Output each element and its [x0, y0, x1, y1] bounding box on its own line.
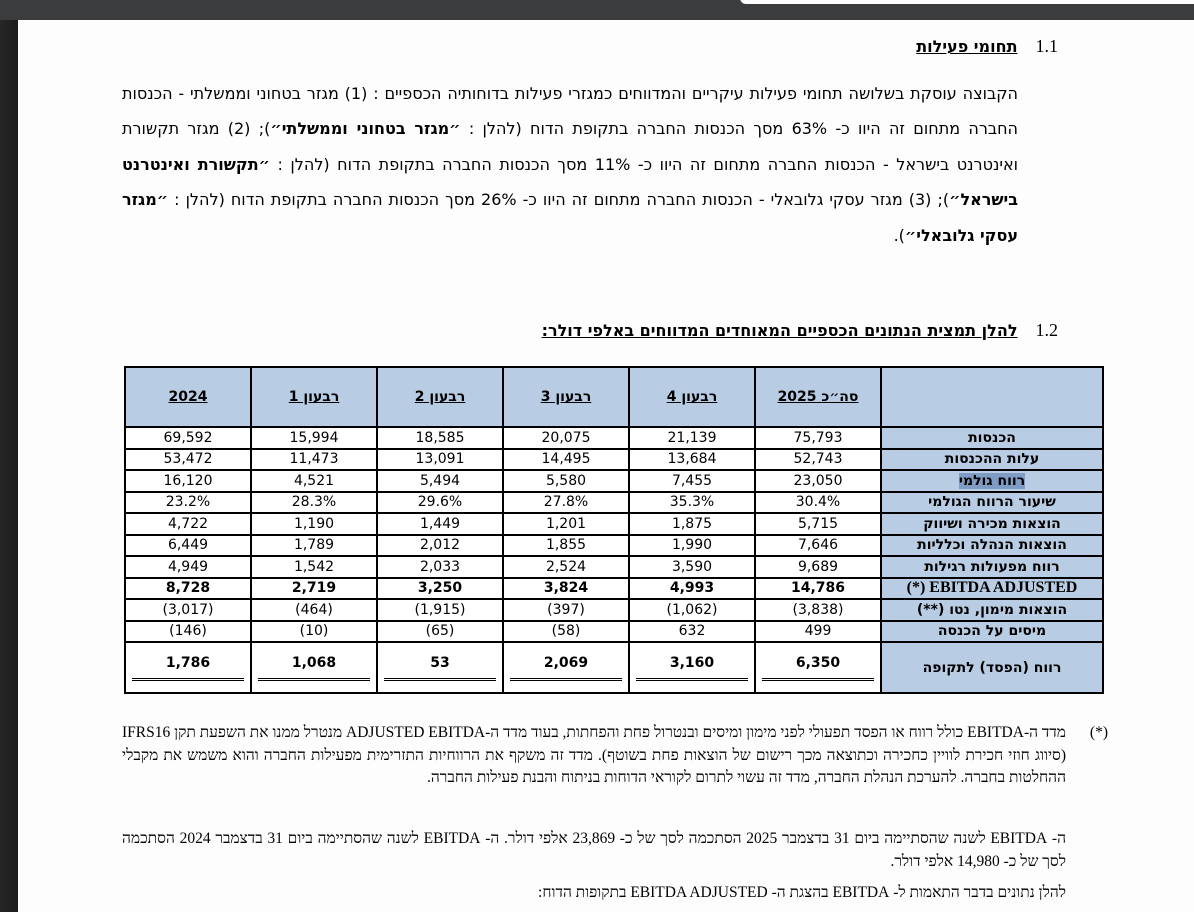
table-cell [251, 427, 377, 449]
table-cell [377, 449, 503, 471]
cell-value: 52,743 [793, 451, 843, 468]
cell-value: 11,473 [289, 451, 339, 468]
cell-value: 75,793 [793, 429, 843, 446]
table-header-corner [881, 367, 1103, 427]
row-label-text: רווח גולמי [958, 472, 1026, 489]
financial-summary-table [124, 366, 1104, 694]
paragraph-bold-term: ״מגזר עסקי גלובאלי״ [122, 190, 1018, 245]
paragraph-text: ). [893, 225, 905, 245]
row-label [881, 599, 1103, 621]
table-cell [503, 642, 629, 693]
table-cell [629, 470, 755, 492]
cell-value: 53 [430, 655, 450, 671]
double-underline [384, 678, 496, 681]
table-cell [755, 513, 881, 535]
document-page [18, 20, 1194, 912]
table-cell [125, 621, 251, 643]
table-cell [377, 578, 503, 600]
toolbar-tab [740, 0, 1194, 4]
cell-value: (58) [551, 623, 581, 640]
activity-paragraph [122, 76, 1018, 253]
cell-value: 5,494 [419, 472, 461, 489]
cell-value: 69,592 [163, 429, 213, 446]
cell-value: 23.2% [165, 494, 211, 511]
row-label [881, 621, 1103, 643]
cell-value: (1,062) [666, 601, 718, 618]
cell-value: 4,521 [293, 472, 335, 489]
table-cell [125, 513, 251, 535]
table-cell [629, 642, 755, 693]
double-underline [510, 678, 622, 681]
section-number: 1.2 [1035, 320, 1058, 340]
row-label [881, 642, 1103, 693]
table-cell [629, 535, 755, 557]
table-cell [755, 578, 881, 600]
table-row [125, 621, 1103, 643]
table-cell [377, 642, 503, 693]
table-cell [377, 470, 503, 492]
cell-value: 8,728 [165, 580, 211, 597]
table-cell [125, 427, 251, 449]
table-header-q4: רבעון 4 [629, 367, 755, 427]
cell-value: 14,786 [790, 580, 846, 597]
cell-value: 3,250 [417, 580, 463, 597]
cell-value: 1,542 [293, 558, 335, 575]
cell-value: 3,160 [669, 655, 715, 671]
table-cell [377, 535, 503, 557]
cell-value: 35.3% [669, 494, 715, 511]
footnote-ebitda-totals [122, 828, 1102, 873]
footnote-ebitda-definition [122, 722, 1108, 790]
table-cell [629, 556, 755, 578]
table-cell [503, 599, 629, 621]
table-row [125, 492, 1103, 514]
cell-value: (464) [295, 601, 333, 618]
table-cell [503, 513, 629, 535]
cell-value: 27.8% [543, 494, 589, 511]
table-row [125, 513, 1103, 535]
row-label-text: רווח מפעולות רגילות [924, 558, 1060, 575]
table-cell [125, 642, 251, 693]
section-heading-1-1 [916, 36, 1058, 57]
paragraph-text: ); (3) מגזר עסקי גלובאלי - הכנסות החברה מתחום זה היוו כ- 26% מסך הכנסות החברה בתקופת הדוח (להלן : [168, 190, 950, 210]
cell-value: 1,875 [671, 515, 713, 532]
footnote-text: מדד ה-EBITDA כולל רווח או הפסד תפעולי לפני מימון ומיסים ובנטרול פחת והפחתות, בעוד מדד ה-ADJUSTED EBITDA מנטרל ממנו את השפעת תקן IFRS16 (סיווג חוזי חכירת לוויין כחכירה וכתוצאה מכך רישום של הוצאות פחת בשוטף). מדד זה משקף את הרווחיות התזרימית מפעילות החברה והוא משמש את מקבלי ההחלטות בחברה. להערכת הנהלת החברה, מדד זה עשוי לתרום לקוראי הדוחות בניתוח והבנת פעילות החברה. [122, 724, 1066, 786]
table-cell [125, 492, 251, 514]
row-label-text: שיעור הרווח הגולמי [928, 494, 1056, 511]
table-cell [503, 578, 629, 600]
cell-value: 20,075 [541, 429, 591, 446]
row-label [881, 513, 1103, 535]
cell-value: (3,838) [792, 601, 844, 618]
table-cell [629, 599, 755, 621]
table-cell [503, 470, 629, 492]
table-header-q1: רבעון 1 [251, 367, 377, 427]
table-header-total-2025: סה״כ 2025 [755, 367, 881, 427]
table-cell [503, 492, 629, 514]
paragraph-text: הקבוצה עוסקת בשלושה תחומי פעילות עיקריים והמדווחים כמגזרי פעילות בדוחותיה הכספיים : (1) מגזר בטחוני וממשלתי - הכנסות החברה מתחום זה היוו כ- 63% מסך הכנסות החברה בתקופת הדוח (להלן : [122, 84, 1019, 139]
table-cell [755, 642, 881, 693]
table-cell [755, 599, 881, 621]
footnote-text: להלן נתונים בדבר התאמות ל- EBITDA בהצגת ה- EBITDA ADJUSTED בתקופות הדוח: [538, 884, 1066, 901]
row-label-text: עלות ההכנסות [944, 451, 1040, 468]
footnote-mark: (*) [1089, 724, 1108, 741]
cell-value: 1,855 [545, 537, 587, 554]
table-cell [251, 513, 377, 535]
table-cell [251, 621, 377, 643]
double-underline [762, 678, 874, 681]
window-top-bar [0, 0, 1194, 20]
row-label-text: הכנסות [968, 429, 1016, 446]
table-row [125, 427, 1103, 449]
table-cell [251, 449, 377, 471]
table-cell [755, 556, 881, 578]
row-label-text: הוצאות מימון, נטו (**) [916, 601, 1068, 618]
cell-value: 3,590 [671, 558, 713, 575]
cell-value: (3,017) [162, 601, 214, 618]
cell-value: 2,033 [419, 558, 461, 575]
cell-value: 23,050 [793, 472, 843, 489]
paragraph-text: ); (2) מגזר תקשורת ואינטרנט בישראל - הכנסות החברה מתחום זה היוו כ- 11% מסך הכנסות החברה בתקופת הדוח (להלן : [122, 119, 1018, 174]
table-row [125, 470, 1103, 492]
cell-value: 4,949 [167, 558, 209, 575]
table-cell [377, 513, 503, 535]
row-label-text: הוצאות מכירה ושיווק [923, 515, 1061, 532]
cell-value: 2,069 [543, 655, 589, 671]
cell-value: 2,719 [291, 580, 337, 597]
cell-value: 632 [678, 623, 706, 640]
table-cell [755, 449, 881, 471]
table-header-q3: רבעון 3 [503, 367, 629, 427]
table-row [125, 578, 1103, 600]
cell-value: 6,449 [167, 537, 209, 554]
table-cell [755, 535, 881, 557]
table-cell [125, 449, 251, 471]
row-label [881, 492, 1103, 514]
paragraph-bold-term: ״תקשורת ואינטרנט בישראל״ [122, 154, 1018, 210]
cell-value: 18,585 [415, 429, 465, 446]
cell-value: 15,994 [289, 429, 339, 446]
cell-value: 14,495 [541, 451, 591, 468]
table-cell [377, 492, 503, 514]
cell-value: 28.3% [291, 494, 337, 511]
cell-value: (1,915) [414, 601, 466, 618]
table-header-2024: 2024 [125, 367, 251, 427]
row-label [881, 470, 1103, 492]
table-cell [125, 578, 251, 600]
table-row [125, 535, 1103, 557]
cell-value: (397) [547, 601, 585, 618]
table-cell [251, 470, 377, 492]
row-label-text: הוצאות הנהלה וכלליות [917, 537, 1067, 554]
cell-value: 4,993 [669, 580, 715, 597]
cell-value: 2,012 [419, 537, 461, 554]
reconciliation-intro [122, 882, 1102, 905]
table-cell [251, 578, 377, 600]
table-cell [251, 642, 377, 693]
paragraph-bold-term: ״מגזר בטחוני וממשלתי״ [270, 119, 461, 139]
section-heading-1-2 [542, 320, 1058, 341]
cell-value: 29.6% [417, 494, 463, 511]
cell-value: 7,455 [671, 472, 713, 489]
table-cell [503, 427, 629, 449]
cell-value: 1,190 [293, 515, 335, 532]
cell-value: 6,350 [795, 655, 841, 671]
cell-value: 13,091 [415, 451, 465, 468]
table-cell [377, 621, 503, 643]
row-label-text: מיסים על הכנסה [937, 623, 1047, 640]
table-cell [503, 449, 629, 471]
table-cell [377, 556, 503, 578]
double-underline [132, 678, 244, 681]
cell-value: (146) [169, 623, 207, 640]
cell-value: 5,580 [545, 472, 587, 489]
table-cell [125, 470, 251, 492]
cell-value: 2,524 [545, 558, 587, 575]
table-row [125, 556, 1103, 578]
row-label [881, 449, 1103, 471]
cell-value: 1,201 [545, 515, 587, 532]
table-cell [629, 513, 755, 535]
row-label-text: EBITDA ADJUSTED (*) [906, 579, 1078, 597]
cell-value: 1,449 [419, 515, 461, 532]
cell-value: 1,990 [671, 537, 713, 554]
cell-value: 21,139 [667, 429, 717, 446]
table-cell [755, 621, 881, 643]
cell-value: 7,646 [797, 537, 839, 554]
table-cell [125, 535, 251, 557]
cell-value: 1,786 [165, 655, 211, 671]
table-cell [503, 621, 629, 643]
cell-value: 30.4% [795, 494, 841, 511]
cell-value: 13,684 [667, 451, 717, 468]
cell-value: (65) [425, 623, 455, 640]
table-cell [629, 449, 755, 471]
cell-value: 1,789 [293, 537, 335, 554]
table-cell [755, 470, 881, 492]
table-cell [755, 427, 881, 449]
table-row [125, 449, 1103, 471]
table-cell [251, 535, 377, 557]
cell-value: 3,824 [543, 580, 589, 597]
table-cell [629, 578, 755, 600]
left-sidebar-strip [0, 20, 18, 912]
row-label [881, 578, 1103, 600]
cell-value: 5,715 [797, 515, 839, 532]
cell-value: 4,722 [167, 515, 209, 532]
cell-value: 53,472 [163, 451, 213, 468]
table-row [125, 599, 1103, 621]
cell-value: 1,068 [291, 655, 337, 671]
table-cell [503, 535, 629, 557]
table-cell [251, 599, 377, 621]
row-label-text: רווח (הפסד) לתקופה [922, 659, 1062, 676]
cell-value: 16,120 [163, 472, 213, 489]
cell-value: (10) [299, 623, 329, 640]
table-cell [125, 556, 251, 578]
double-underline [258, 678, 370, 681]
row-label [881, 427, 1103, 449]
table-cell [125, 599, 251, 621]
row-label [881, 535, 1103, 557]
cell-value: 499 [804, 623, 832, 640]
table-cell [755, 492, 881, 514]
table-cell [251, 492, 377, 514]
section-number: 1.1 [1035, 36, 1058, 56]
table-cell [377, 599, 503, 621]
table-cell [629, 621, 755, 643]
row-label [881, 556, 1103, 578]
table-cell [377, 427, 503, 449]
table-cell [629, 427, 755, 449]
table-cell [629, 492, 755, 514]
section-title: להלן תמצית הנתונים הכספיים המאוחדים המדווחים באלפי דולר: [541, 321, 1018, 340]
cell-value: 9,689 [797, 558, 839, 575]
table-header-q2: רבעון 2 [377, 367, 503, 427]
double-underline [636, 678, 748, 681]
table-header-row [125, 367, 1103, 427]
table-cell [503, 556, 629, 578]
table-row [125, 642, 1103, 693]
footnote-text: ה- EBITDA לשנה שהסתיימה ביום 31 בדצמבר 2025 הסתכמה לסך של כ- 23,869 אלפי דולר. ה- EBITDA לשנה שהסתיימה ביום 31 בדצמבר 2024 הסתכמה לסך של כ- 14,980 אלפי דולר. [122, 830, 1066, 870]
table-cell [251, 556, 377, 578]
section-title: תחומי פעילות [916, 37, 1018, 56]
